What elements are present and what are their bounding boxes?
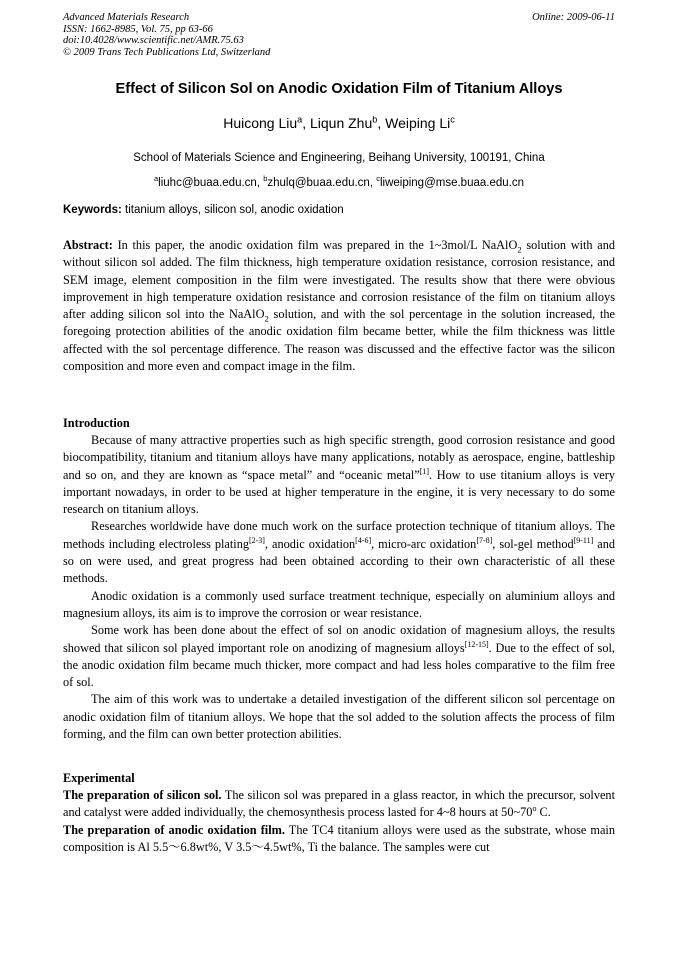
online-date: Online: 2009-06-11 <box>532 12 615 23</box>
author-name: Weiping Li <box>385 115 451 131</box>
degree-mark: o <box>532 804 537 814</box>
author-name: Huicong Liu <box>223 115 298 131</box>
citation-ref[interactable]: [1] <box>419 466 430 476</box>
email-mark: c <box>376 174 380 184</box>
paragraph: The preparation of silicon sol. The silicon sol was prepared in a glass reactor, in which the precursor, solvent and catalyst were added individually, the chemosynthesis process lasted for 4~8 hours at 50~70$^o$ C. <box>63 788 615 820</box>
citation-ref[interactable]: [9-11] <box>573 535 594 545</box>
paragraph: Researches worldwide have done much work on the surface protection technique of titanium alloys. The methods including electroless plating[2-3], anodic oxidation[4-6], micro-arc oxidation[7-8], sol-gel method[9-11] and so on were used, and great progress had been obtained according to their own characteristic of all these methods. <box>63 519 615 586</box>
email-mark: a <box>154 174 159 184</box>
paper-title: Effect of Silicon Sol on Anodic Oxidation Film of Titanium Alloys <box>115 81 563 97</box>
email-mark: b <box>263 174 268 184</box>
citation-ref[interactable]: [4-6] <box>355 535 372 545</box>
paragraph: Some work has been done about the effect of sol on anodic oxidation of magnesium alloys, the results showed that silicon sol played important role on anodizing of magnesium alloys[12-15]. Due to the effect of sol, the anodic oxidation film became much thicker, more compact and had less holes comparative to the film free of sol. <box>63 623 615 690</box>
author-name: Liqun Zhu <box>309 115 373 131</box>
citation-ref[interactable]: [2-3] <box>249 535 265 545</box>
copyright-line: © 2009 Trans Tech Publications Ltd, Switzerland <box>63 46 271 58</box>
keywords-text: titanium alloys, silicon sol, anodic oxidation <box>125 204 344 216</box>
subscript: 2 <box>264 313 269 324</box>
citation-ref[interactable]: [12-15] <box>464 639 489 649</box>
author-mark: b <box>372 114 378 125</box>
email-link[interactable]: zhulq@buaa.edu.cn <box>267 177 370 189</box>
paragraph: The aim of this work was to undertake a detailed investigation of the different silicon sol percentage on anodic oxidation film of titanium alloys. We hope that the sol added to the solution affects the process of film forming, and the film can own better protection abilities. <box>63 692 615 742</box>
abstract-text: In this paper, the anodic oxidation film was prepared in the 1~3mol/L NaAlO <box>117 238 518 252</box>
subsection-label: The preparation of silicon sol. <box>63 788 222 802</box>
paragraph: Because of many attractive properties such as high specific strength, good corrosion resistance and good biocompatibility, titanium and titanium alloys have many applications, notably as aerospace, engine, battleship and so on, and they are known as “space metal” and “oceanic metal”[1]. How to use titanium alloys is very important nowadays, in order to be used at higher temperature in the engine, it is very necessary to do some research on titanium alloys. <box>63 433 615 517</box>
journal-header <box>63 12 270 58</box>
email-link[interactable]: liweiping@mse.buaa.edu.cn <box>379 177 524 189</box>
introduction-heading: Introduction <box>63 416 130 430</box>
author-list: Huicong Liu$^a$, Liqun Zhu$^b$, Weiping Li$^c$ <box>223 114 455 131</box>
paragraph: The preparation of anodic oxidation film. The TC4 titanium alloys were used as the substrate, whose main composition is Al 5.5～6.8wt%, V 3.5～4.5wt%, Ti the balance. The samples were cut <box>63 822 615 854</box>
issn-line: ISSN: 1662-8985, Vol. 75, pp 63-66 <box>63 23 213 35</box>
introduction-body <box>63 432 615 743</box>
author-mark: a <box>297 114 303 125</box>
journal-name: Advanced Materials Research <box>63 12 190 23</box>
abstract-label: Abstract: <box>63 238 113 252</box>
paragraph: Anodic oxidation is a commonly used surface treatment technique, especially on aluminium alloys and magnesium alloys, its aim is to improve the corrosion or wear resistance. <box>63 588 615 620</box>
experimental-body <box>63 787 615 856</box>
keywords-label: Keywords: <box>63 204 122 216</box>
experimental-heading: Experimental <box>63 771 135 785</box>
doi-line: doi:10.4028/www.scientific.net/AMR.75.63 <box>63 35 244 46</box>
subsection-label: The preparation of anodic oxidation film. <box>63 822 285 837</box>
abstract-text: solution, and with the sol percentage in the solution increased, the foregoing protection abilities of the anodic oxidation film became better, while the film thickness was little affected with the sol percentage difference. The reason was discussed and the effective factor was the silicon composition and more even and compact image in the film. <box>63 307 616 374</box>
abstract <box>63 237 615 375</box>
email-link[interactable]: liuhc@buaa.edu.cn <box>158 177 257 189</box>
keywords <box>63 204 344 216</box>
author-mark: c <box>450 114 455 125</box>
citation-ref[interactable]: [7-8] <box>476 535 493 545</box>
email-list: $^a$liuhc@buaa.edu.cn, $^b$zhulq@buaa.edu.cn, $^c$liweiping@mse.buaa.edu.cn <box>154 174 524 189</box>
subscript: 2 <box>517 244 522 255</box>
abstract-text: solution with and without silicon sol added. The film thickness, high temperature oxidation resistance, corrosion resistance, and SEM image, element composition in the film were investigated. The results show that there were obvious improvement in high temperature oxidation resistance and corrosion resistance of the film on titanium alloys after adding silicon sol into the NaAlO <box>63 238 616 322</box>
affiliation: School of Materials Science and Engineering, Beihang University, 100191, China <box>133 152 545 164</box>
